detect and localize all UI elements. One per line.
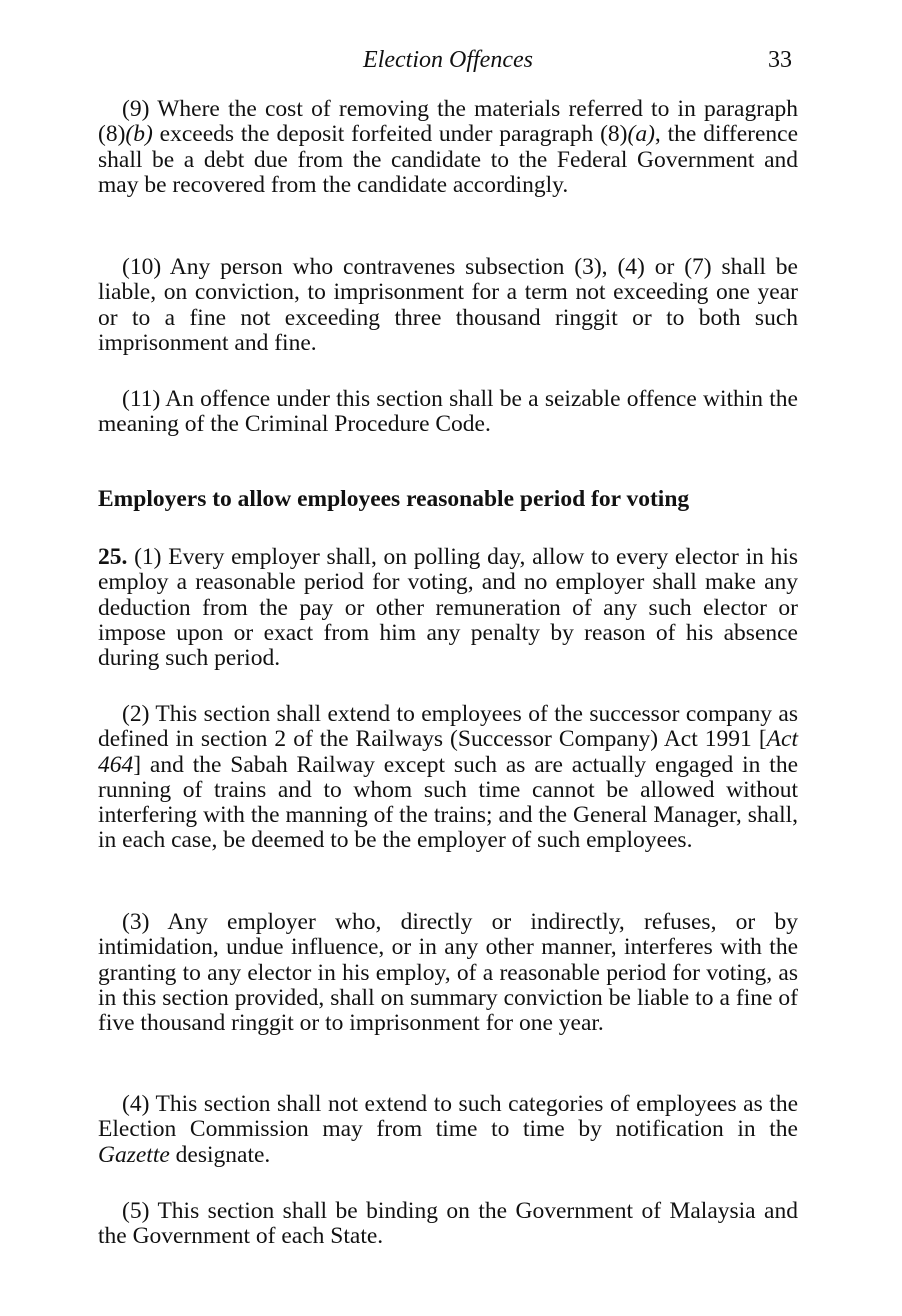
running-title: Election Offences bbox=[363, 47, 533, 73]
paragraph-text: ] and the Sabah Railway except such as are actually engaged in the running of trains and to whom such time cannot be allowed without interfering with the manning of the trains; and the General Manager, shall, in each case, be deemed to be the employer of such employees. bbox=[98, 751, 798, 854]
paragraph-9 bbox=[98, 97, 798, 198]
paragraph-ref-italic: (a) bbox=[627, 121, 655, 148]
paragraph-11 bbox=[98, 387, 798, 438]
act-reference-italic: Act 464 bbox=[98, 726, 798, 778]
subsection-number: (2) bbox=[122, 701, 150, 727]
paragraph-text: Any employer who, directly or indirectly, refuses, or by intimidation, undue influence, or in any other manner, interferes with the granting to any elector in his employ, of a reasonable period for voting, as in this section provided, shall on summary conviction be liable to a fine of five thousand ringgit or to imprisonment for one year. bbox=[98, 909, 798, 1037]
subsection-number: (3) bbox=[122, 909, 150, 935]
section-25-subsection-1 bbox=[98, 545, 798, 671]
section-heading: Employers to allow employees reasonable period for voting bbox=[98, 486, 690, 512]
subsection-number: (11) bbox=[122, 386, 161, 412]
paragraph-text: This section shall not extend to such categories of employees as the Election Commission may from time to time by notification in the bbox=[98, 1091, 799, 1143]
page-number: 33 bbox=[768, 47, 792, 73]
gazette-italic: Gazette bbox=[98, 1141, 170, 1168]
paragraph-ref-italic: (b) bbox=[125, 121, 153, 148]
section-25-subsection-3 bbox=[98, 910, 798, 1036]
section-25-subsection-5 bbox=[98, 1199, 798, 1250]
subsection-number: (10) bbox=[122, 254, 162, 280]
subsection-number: (4) bbox=[122, 1091, 150, 1117]
paragraph-text: exceeds the deposit forfeited under paragraph (8) bbox=[152, 121, 628, 148]
paragraph-text: , the difference shall be a debt due from the candidate to the Federal Government and may be recovered from the candidate accordingly. bbox=[98, 121, 798, 198]
paragraph-text: Every employer shall, on polling day, allow to every elector in his employ a reasonable period for voting, and no employer shall make any deduction from the pay or other remuneration of any such elector or impose upon or exact from him any penalty by reason of his absence during such period. bbox=[98, 544, 799, 672]
subsection-number: (5) bbox=[122, 1198, 150, 1224]
section-25-subsection-2 bbox=[98, 702, 798, 854]
paragraph-text: This section shall be binding on the Government of Malaysia and the Government of each State. bbox=[98, 1198, 798, 1250]
paragraph-text: Any person who contravenes subsection (3), (4) or (7) shall be liable, on conviction, to imprisonment for a term not exceeding one year or to a fine not exceeding three thousand ringgit or to both such imprisonment and fine. bbox=[98, 254, 798, 356]
running-header bbox=[98, 44, 798, 76]
paragraph-10 bbox=[98, 255, 798, 356]
section-25-subsection-4 bbox=[98, 1092, 798, 1168]
paragraph-text: An offence under this section shall be a seizable offence within the meaning of the Criminal Procedure Code. bbox=[98, 386, 798, 438]
paragraph-text: Where the cost of removing the materials referred to in paragraph (8) bbox=[98, 96, 798, 148]
subsection-number: (1) bbox=[134, 544, 162, 570]
paragraph-text: This section shall extend to employees of the successor company as defined in section 2 of the Railways (Successor Company) Act 1991 [ bbox=[98, 701, 798, 753]
paragraph-text: designate. bbox=[169, 1141, 271, 1168]
subsection-number: (9) bbox=[122, 96, 150, 122]
section-number: 25. bbox=[98, 544, 128, 570]
